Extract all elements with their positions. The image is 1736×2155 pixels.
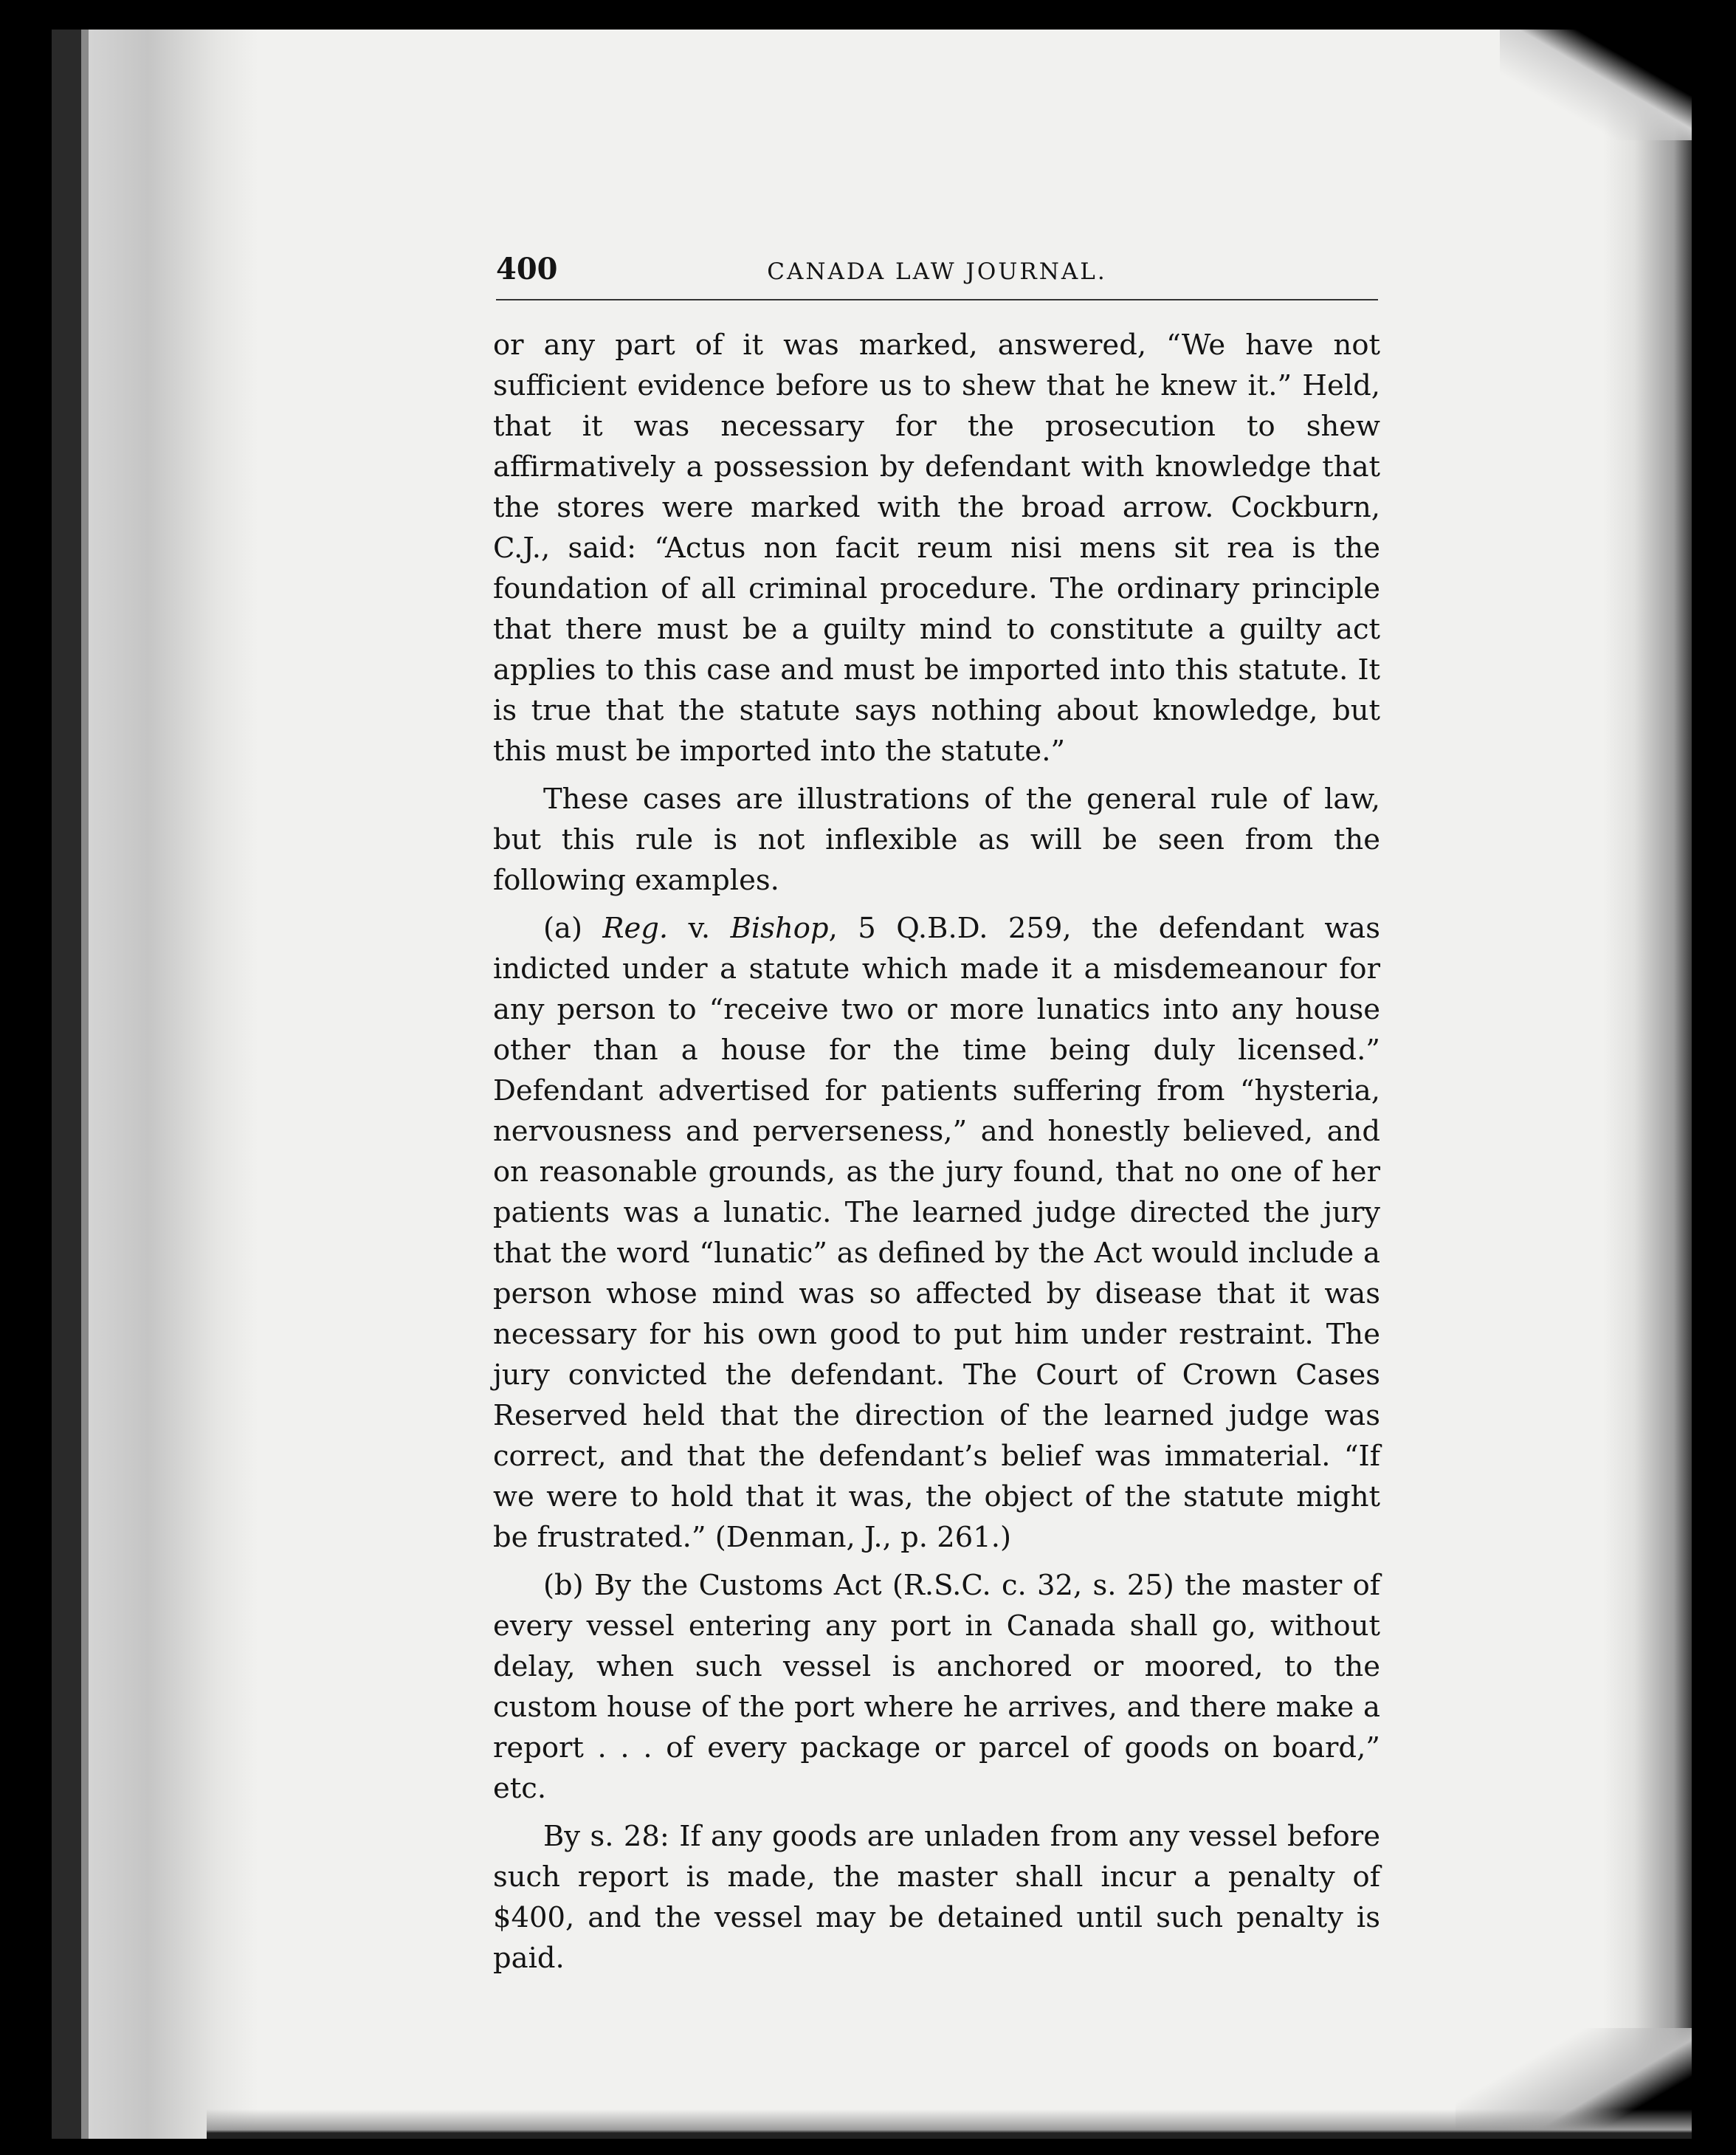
paragraph-example-b — [493, 1565, 1380, 1809]
scan-border-top — [0, 0, 1736, 30]
example-marker: (a) — [543, 912, 582, 945]
journal-title: CANADA LAW JOURNAL. — [767, 258, 1107, 285]
body-text — [493, 325, 1380, 1979]
example-marker: (b) — [543, 1569, 584, 1602]
page-corner-shadow — [1500, 30, 1692, 140]
case-versus: v. — [668, 912, 731, 945]
header-rule — [496, 299, 1378, 300]
paragraph: These cases are illustrations of the general rule of law, but this rule is not inflexible as will be seen from the following examples. — [493, 783, 1380, 897]
scan-border-bottom — [0, 2139, 1736, 2155]
case-plaintiff: Reg. — [602, 912, 669, 945]
scan-border-left — [0, 0, 89, 2155]
paragraph-example-a — [493, 908, 1380, 1558]
page-number: 400 — [496, 252, 558, 286]
page-bottom-curl — [207, 2106, 1720, 2139]
page-edge-shadow — [1603, 30, 1692, 2139]
paragraph: By s. 28: If any goods are unladen from any vessel before such report is made, the master shall incur a penalty of $400, and the vessel may be detained until such penalty is paid. — [493, 1820, 1380, 1975]
scan-border-right — [1692, 0, 1736, 2155]
running-header — [496, 244, 1378, 295]
book-gutter-shadow — [89, 30, 258, 2139]
paragraph-text: , 5 Q.B.D. 259, the defendant was indicted under a statute which made it a misdemeanour for any person to “receive two or more lunatics into any house other than a house for the time being duly licensed.” Defendant advertised for patients suffering from “hysteria, nervousness and perverseness,” and honestly believed, and on reasonable grounds, as the jury found, that no one of her patients was a lunatic. The learned judge directed the jury that the word “lunatic” as defined by the Act would include a person whose mind was so affected by disease that it was necessary for his own good to put him under restraint. The jury convicted the defendant. The Court of Crown Cases Reserved held that the direction of the learned judge was correct, and that the defendant’s belief was immaterial. “If we were to hold that it was, the object of the statute might be frustrated.” (Denman, J., p. 261.) — [493, 912, 1380, 1554]
paragraph-continued: or any part of it was marked, answered, “We have not sufficient evidence before us to shew that he knew it.” Held, that it was necessary for the prosecution to shew affirmatively a possession by defendant with knowledge that the stores were marked with the broad arrow. Cockburn, C.J., said: “Actus non facit reum nisi mens sit rea is the foundation of all criminal procedure. The ordinary principle that there must be a guilty mind to constitute a guilty act applies to this case and must be imported into this statute. It is true that the statute says nothing about knowledge, but this must be imported into the statute.” — [493, 329, 1380, 768]
paragraph-text: By the Customs Act (R.S.C. c. 32, s. 25) the master of every vessel entering any port in Canada shall go, without delay, when such vessel is anchored or moored, to the custom house of the port where he arrives, and there make a report . . . of every package or parcel of goods on board,” etc. — [493, 1569, 1380, 1805]
case-defendant: Bishop — [730, 912, 829, 945]
